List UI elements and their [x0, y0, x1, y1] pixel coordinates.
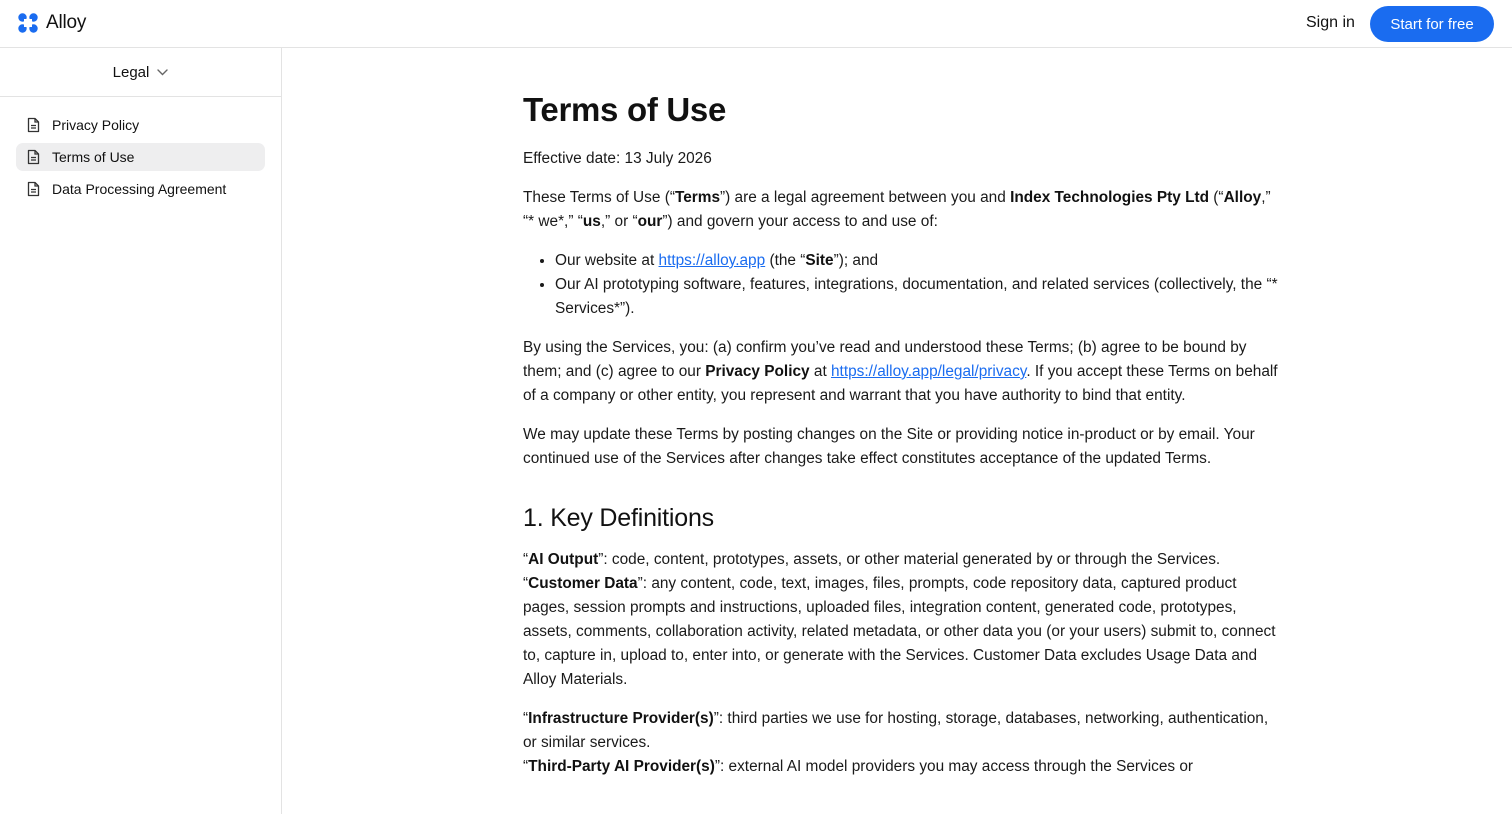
section-dropdown-label: Legal — [112, 63, 150, 81]
legal-nav-list — [0, 97, 281, 221]
start-for-free-button[interactable]: Start for free — [1370, 6, 1494, 42]
top-navigation-bar — [0, 0, 1512, 48]
brand-logo-link[interactable] — [17, 12, 86, 34]
legal-sidebar — [0, 48, 282, 814]
sidebar-item-label: Terms of Use — [52, 149, 135, 165]
site-link[interactable]: https://alloy.app — [658, 252, 766, 269]
list-item: • Our AI prototyping software, features, integrations, documentation, and related services (collectively, the “* Services*”). — [555, 273, 1283, 321]
alloy-logo-icon — [17, 12, 39, 34]
chevron-down-icon — [157, 69, 168, 76]
document-icon — [26, 181, 41, 197]
sidebar-item-label: Data Processing Agreement — [52, 181, 227, 197]
scope-list — [555, 249, 1283, 321]
list-item: • Our website at https://alloy.app (the “Site”); and — [555, 249, 1283, 273]
sidebar-item-privacy-policy[interactable] — [16, 111, 265, 139]
sign-in-button[interactable]: Sign in — [1306, 14, 1355, 31]
intro-paragraph: These Terms of Use (“Terms”) are a legal agreement between you and Index Technologies Pty Ltd (“Alloy,” “* we*,” “us,” or “our”) and govern your access to and use of: — [523, 189, 1271, 230]
definitions-paragraph: “AI Output”: code, content, prototypes, assets, or other material generated by or through the Services. “Customer Data”: any content, code, text, images, files, prompts, code repository data, captured product pages, session prompts and instructions, uploaded files, integration content, generated code, prototypes, assets, comments, collaboration activity, related metadata, or other data you (or your users) submit to, connect to, capture in, upload to, enter into, or generate with the Services. Customer Data excludes Usage Data and Alloy Materials. — [523, 551, 1276, 688]
document-icon — [26, 117, 41, 133]
acceptance-paragraph: By using the Services, you: (a) confirm you’ve read and understood these Terms; (b) agree to be bound by them; and (c) agree to our Privacy Policy at https://alloy.app/legal/privacy. If you accept these Terms on behalf of a company or other entity, you represent and warrant that you have authority to bind that entity. — [523, 339, 1278, 404]
sidebar-item-data-processing-agreement[interactable] — [16, 175, 265, 203]
privacy-policy-link[interactable]: https://alloy.app/legal/privacy — [831, 363, 1027, 380]
document-icon — [26, 149, 41, 165]
definitions-paragraph-2: “Infrastructure Provider(s)”: third parties we use for hosting, storage, databases, networking, authentication, or similar services. “Third-Party AI Provider(s)”: external AI model providers you may access through the Services or — [523, 710, 1269, 775]
page-title: Terms of Use — [523, 91, 727, 128]
sidebar-item-label: Privacy Policy — [52, 117, 140, 133]
brand-name: Alloy — [46, 12, 87, 33]
section-heading-key-definitions: 1. Key Definitions — [523, 504, 714, 532]
effective-date: Effective date: 13 July 2026 — [523, 150, 712, 167]
sidebar-item-terms-of-use[interactable] — [16, 143, 265, 171]
document-content — [523, 48, 1283, 779]
updates-paragraph: We may update these Terms by posting changes on the Site or providing notice in-product or by email. Your continued use of the Services after changes take effect constitutes acceptance of the updated Terms. — [523, 426, 1255, 467]
legal-section-dropdown[interactable] — [0, 48, 281, 97]
